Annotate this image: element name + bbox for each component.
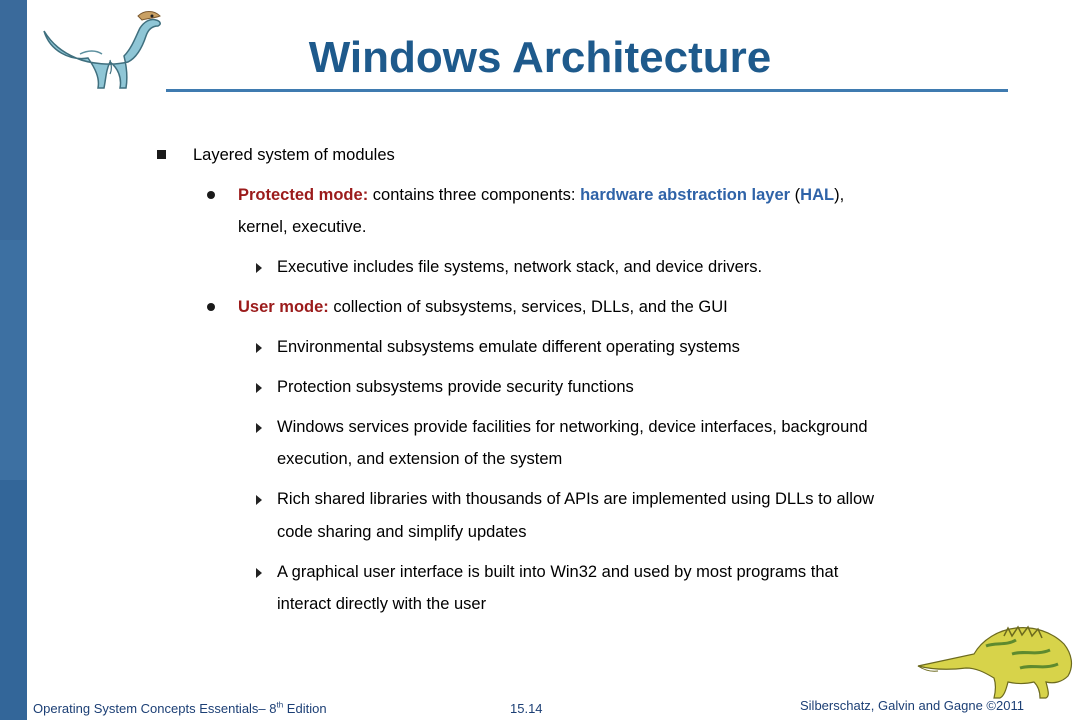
footer-copyright: Silberschatz, Galvin and Gagne ©2011 [800,698,1024,713]
footer-book-title [33,701,327,717]
round-bullet-icon [207,191,215,199]
hal-term: hardware abstraction layer [580,186,791,204]
square-bullet-icon [157,150,166,159]
user-mode-label: User mode: [238,298,329,316]
footer-book-title-text: Operating System Concepts Essentials– 8 [33,701,277,716]
bullet-user-mode [238,297,728,317]
triangle-bullet-icon [256,343,262,353]
user-mode-text: collection of subsystems, services, DLLs, and the GUI [328,298,728,316]
bullet-shared-libraries-continued: code sharing and simplify updates [277,523,527,541]
title-divider [166,89,1008,92]
footer-page-number: 15.14 [510,701,543,716]
bullet-windows-services-continued: execution, and extension of the system [277,450,563,468]
left-bar-segment [0,240,27,480]
bullet-gui: A graphical user interface is built into Win32 and used by most programs that [277,563,839,581]
footer-edition-superscript: th [276,700,284,710]
bullet-executive: Executive includes file systems, network stack, and device drivers. [277,258,763,276]
triangle-bullet-icon [256,263,262,273]
hal-abbreviation: HAL [800,186,835,204]
triangle-bullet-icon [256,568,262,578]
round-bullet-icon [207,303,215,311]
page-title: Windows Architecture [308,33,772,82]
bullet-windows-services: Windows services provide facilities for networking, device interfaces, background [277,418,868,436]
bullet-protected-mode [238,185,844,205]
left-bar-segment [0,480,27,720]
triangle-bullet-icon [256,423,262,433]
left-bar-segment [0,0,27,240]
bullet-shared-libraries: Rich shared libraries with thousands of APIs are implemented using DLLs to allow [277,490,875,508]
bullet-protected-mode-continued: kernel, executive. [238,218,367,236]
hal-close-paren: ), [834,186,845,204]
triangle-bullet-icon [256,383,262,393]
bullet-gui-continued: interact directly with the user [277,595,487,613]
left-accent-bar [0,0,27,720]
hal-open-paren: ( [790,186,801,204]
triangle-bullet-icon [256,495,262,505]
footer-edition-suffix: Edition [283,701,327,716]
bullet-layered-system: Layered system of modules [193,146,395,164]
bullet-environmental-subsystems: Environmental subsystems emulate different operating systems [277,338,740,356]
bullet-protection-subsystems: Protection subsystems provide security functions [277,378,634,396]
protected-mode-label: Protected mode: [238,186,369,204]
protected-mode-text: contains three components: [368,186,581,204]
dinosaur-decoration-icon [916,624,1076,700]
